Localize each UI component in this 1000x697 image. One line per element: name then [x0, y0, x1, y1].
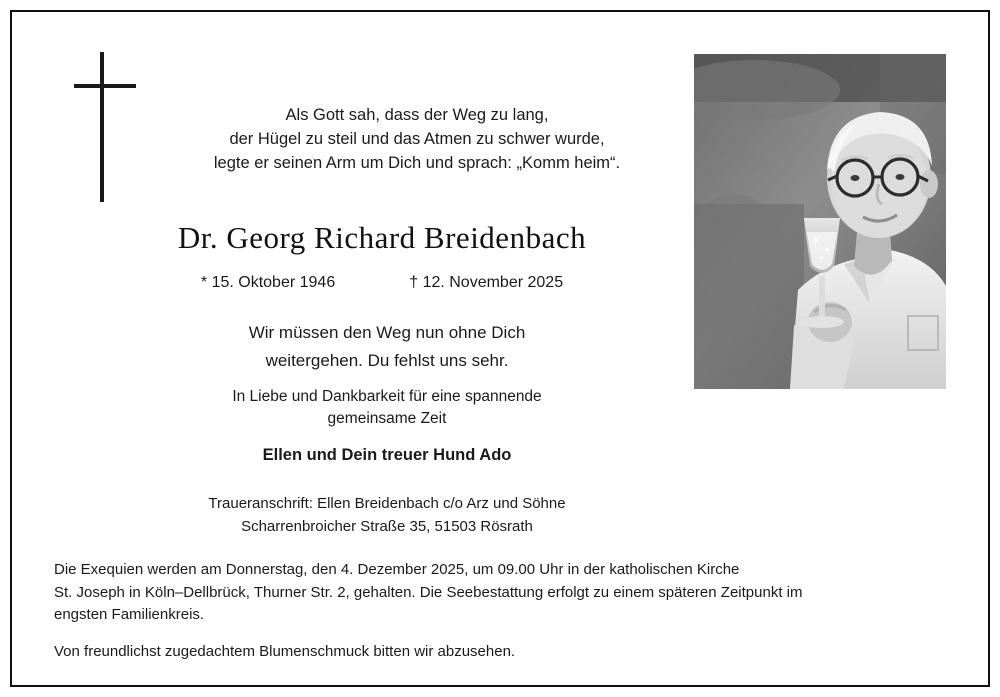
- death-date: † 12. November 2025: [409, 274, 564, 291]
- poem-line-2: der Hügel zu steil und das Atmen zu schwer wurde,: [229, 129, 605, 148]
- dedication-line-1: In Liebe und Dankbarkeit für eine spannende: [232, 388, 542, 405]
- notice-line-1: Die Exequien werden am Donnerstag, den 4. Dezember 2025, um 09.00 Uhr in der katholischen Kirche: [54, 561, 740, 578]
- poem-line-3: legte er seinen Arm um Dich und sprach: „Komm heim“.: [213, 153, 621, 172]
- cross-vertical-bar: [100, 52, 104, 202]
- address-line-2: Scharrenbroicher Straße 35, 51503 Rösrath: [241, 517, 533, 535]
- notice-line-3: engsten Familienkreis.: [54, 606, 205, 623]
- flowers-note: Von freundlichst zugedachtem Blumenschmuck bitten wir abzusehen.: [54, 643, 516, 660]
- funeral-notice: [54, 559, 964, 627]
- dedication-block: [132, 386, 642, 431]
- verse-line-1: Wir müssen den Weg nun ohne Dich: [248, 323, 526, 342]
- address-line-1: Traueranschrift: Ellen Breidenbach c/o Arz und Söhne: [208, 495, 566, 512]
- verse-block: [132, 319, 642, 375]
- birth-date: * 15. Oktober 1946: [200, 274, 336, 291]
- life-dates: [92, 274, 672, 292]
- poem-line-1: Als Gott sah, dass der Weg zu lang,: [285, 106, 549, 124]
- notice-line-2: St. Joseph in Köln–Dellbrück, Thurner Str. 2, gehalten. Die Seebestattung erfolgt zu einem späteren Zeitpunkt im: [54, 583, 803, 601]
- verse-line-2: weitergehen. Du fehlst uns sehr.: [265, 351, 509, 371]
- poem-block: [152, 104, 682, 176]
- cross-icon: [74, 52, 136, 202]
- obituary-frame: [10, 10, 990, 687]
- portrait-photo-graphic: [694, 54, 946, 389]
- signature-line: Ellen und Dein treuer Hund Ado: [262, 446, 512, 464]
- mourning-address: [122, 493, 652, 538]
- dedication-line-2: gemeinsame Zeit: [327, 410, 447, 428]
- portrait-photo: [694, 54, 946, 389]
- cross-horizontal-bar: [74, 84, 136, 88]
- deceased-name: Dr. Georg Richard Breidenbach: [177, 220, 587, 255]
